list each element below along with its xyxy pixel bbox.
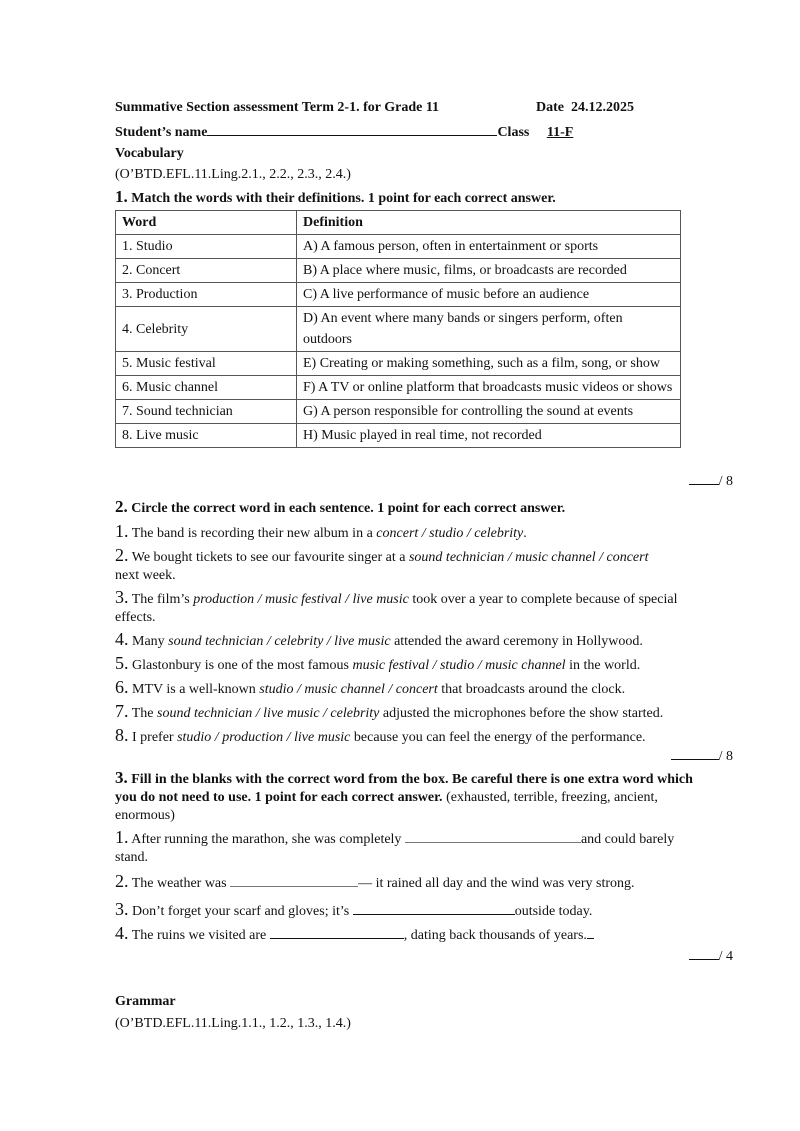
word-cell: 8. Live music <box>116 424 297 448</box>
sentence-number: 1. <box>115 827 129 847</box>
table-row <box>116 283 681 307</box>
sentence-number: 4. <box>115 923 129 943</box>
task3-instruction <box>115 769 715 825</box>
student-name-field[interactable] <box>207 121 497 136</box>
word-cell: 1. Studio <box>116 235 297 259</box>
task3-text-1: Fill in the blanks with the correct word from the box. Be careful there is one extra word which <box>131 772 693 787</box>
blank-field[interactable] <box>230 873 358 887</box>
task3-sentence-2 <box>115 872 715 893</box>
sentence-number: 2. <box>115 545 129 565</box>
task3-score-blank[interactable] <box>689 959 719 960</box>
sentence-text: in the world. <box>565 658 641 673</box>
sentence-text: outside today. <box>514 904 593 919</box>
word-cell: 4. Celebrity <box>116 307 297 352</box>
definition-cell: H) Music played in real time, not recorded <box>297 424 681 448</box>
task3-score-row <box>115 945 733 967</box>
word-options[interactable]: sound technician / celebrity / live music <box>168 634 391 649</box>
definition-cell: A) A famous person, often in entertainment or sports <box>297 235 681 259</box>
task1-score-row <box>115 448 733 490</box>
sentence-text: , dating back thousands of years. <box>403 928 587 943</box>
sentence-text: effects. <box>115 610 156 625</box>
definition-cell: G) A person responsible for controlling the sound at events <box>297 400 681 424</box>
sentence-text: The film’s <box>131 592 194 607</box>
word-cell: 5. Music festival <box>116 352 297 376</box>
task2-instruction <box>115 496 715 519</box>
col-word: Word <box>116 211 297 235</box>
task3-sentence-4 <box>115 924 715 945</box>
task3-sentence-3 <box>115 900 715 921</box>
task2-score-blank[interactable] <box>671 759 719 760</box>
task2-sentence-6 <box>115 678 715 699</box>
word-cell: 7. Sound technician <box>116 400 297 424</box>
word-options[interactable]: music festival / studio / music channel <box>352 658 566 673</box>
word-box-2: enormous) <box>115 808 175 823</box>
grammar-codes: (O’BTD.EFL.11.Ling.1.1., 1.2., 1.3., 1.4.) <box>115 1016 351 1031</box>
sentence-number: 8. <box>115 725 129 745</box>
sentence-text: next week. <box>115 568 176 583</box>
task2-score-text: / 8 <box>718 749 733 764</box>
student-name-label: Student’s name <box>115 125 208 140</box>
task3-score <box>689 949 733 965</box>
sentence-number: 3. <box>115 587 129 607</box>
table-row <box>116 376 681 400</box>
sentence-number: 7. <box>115 701 129 721</box>
task2-sentence-1 <box>115 522 715 543</box>
sentence-text: MTV is a well-known <box>132 682 260 697</box>
definition-cell: E) Creating or making something, such as a film, song, or show <box>297 352 681 376</box>
sentence-text: Glastonbury is one of the most famous <box>132 658 353 673</box>
vocabulary-codes: (O’BTD.EFL.11.Ling.2.1., 2.2., 2.3., 2.4.) <box>115 167 351 182</box>
task1-score-text: / 8 <box>718 474 733 489</box>
table-row <box>116 424 681 448</box>
sentence-text: After running the marathon, she was completely <box>131 832 405 847</box>
word-cell: 6. Music channel <box>116 376 297 400</box>
sentence-text: The <box>131 706 158 721</box>
sentence-text: We bought tickets to see our favourite singer at a <box>131 550 409 565</box>
date-value: 24.12.2025 <box>571 100 634 115</box>
student-line <box>115 121 715 143</box>
sentence-number: 1. <box>115 521 129 541</box>
word-options[interactable]: studio / production / live music <box>177 730 351 745</box>
sentence-text: The ruins we visited are <box>131 928 270 943</box>
blank-field[interactable] <box>270 925 404 939</box>
sentence-number: 5. <box>115 653 129 673</box>
task1-score-blank[interactable] <box>689 484 719 485</box>
sentence-text: that broadcasts around the clock. <box>437 682 626 697</box>
sentence-number: 4. <box>115 629 129 649</box>
word-options[interactable]: sound technician / music channel / concert <box>408 550 649 565</box>
trailing-blank <box>587 925 594 939</box>
worksheet <box>115 100 733 1034</box>
task1-text: Match the words with their definitions. 1 point for each correct answer. <box>131 191 556 206</box>
task2-sentence-8 <box>115 726 715 747</box>
table-header-row <box>116 211 681 235</box>
task3-number: 3. <box>115 768 128 787</box>
word-cell: 2. Concert <box>116 259 297 283</box>
class-label: Class <box>497 125 530 140</box>
task1-instruction <box>115 186 715 209</box>
header-line <box>115 100 715 121</box>
table-row <box>116 259 681 283</box>
table-row <box>116 400 681 424</box>
word-options[interactable]: concert / studio / celebrity <box>376 526 524 541</box>
definition-cell: B) A place where music, films, or broadcasts are recorded <box>297 259 681 283</box>
task2-score <box>671 749 733 765</box>
sentence-text: because you can feel the energy of the performance. <box>350 730 646 745</box>
definition-cell: D) An event where many bands or singers perform, often outdoors <box>297 307 681 352</box>
matching-table <box>115 210 681 448</box>
date-label: Date <box>536 100 564 115</box>
word-cell: 3. Production <box>116 283 297 307</box>
assessment-title: Summative Section assessment Term 2-1. for Grade 11 <box>115 100 440 115</box>
blank-field[interactable] <box>405 829 581 843</box>
task2-sentence-2 <box>115 546 715 585</box>
task2-score-row <box>115 747 733 767</box>
task2-text: Circle the correct word in each sentence. 1 point for each correct answer. <box>131 501 566 516</box>
vocabulary-heading: Vocabulary <box>115 146 184 161</box>
task1-number: 1. <box>115 187 128 206</box>
sentence-text: The band is recording their new album in a <box>131 526 377 541</box>
class-value: 11-F <box>546 125 574 140</box>
sentence-number: 6. <box>115 677 129 697</box>
task3-score-text: / 4 <box>718 949 733 964</box>
word-options[interactable]: studio / music channel / concert <box>259 682 438 697</box>
date <box>536 100 634 116</box>
task2-sentence-7 <box>115 702 715 723</box>
sentence-text: I prefer <box>132 730 178 745</box>
definition-cell: C) A live performance of music before an audience <box>297 283 681 307</box>
task2-sentence-4 <box>115 630 715 651</box>
blank-field[interactable] <box>353 901 515 915</box>
table-row <box>116 352 681 376</box>
table-row <box>116 235 681 259</box>
table-row <box>116 307 681 352</box>
word-box-1: (exhausted, terrible, freezing, ancient, <box>442 790 658 805</box>
sentence-text: — it rained all day and the wind was very strong. <box>358 876 635 891</box>
sentence-text: The weather was <box>131 876 231 891</box>
sentence-text: attended the award ceremony in Hollywood. <box>390 634 643 649</box>
sentence-text: took over a year to complete because of special <box>408 592 678 607</box>
sentence-number: 2. <box>115 871 129 891</box>
definition-cell: F) A TV or online platform that broadcasts music videos or shows <box>297 376 681 400</box>
task3-sentence-1 <box>115 828 715 867</box>
col-definition: Definition <box>297 211 681 235</box>
sentence-text: and could barely <box>580 832 675 847</box>
sentence-text: stand. <box>115 850 149 865</box>
sentence-text: . <box>523 526 527 541</box>
sentence-text: Don’t forget your scarf and gloves; it’s <box>132 904 353 919</box>
task1-score <box>689 474 733 490</box>
word-options[interactable]: sound technician / live music / celebrity <box>157 706 380 721</box>
sentence-number: 3. <box>115 899 129 919</box>
task2-sentence-3 <box>115 588 715 627</box>
word-options[interactable]: production / music festival / live music <box>193 592 409 607</box>
grammar-heading: Grammar <box>115 994 176 1009</box>
sentence-text: adjusted the microphones before the show started. <box>379 706 664 721</box>
task2-number: 2. <box>115 497 128 516</box>
sentence-text: Many <box>132 634 169 649</box>
task3-text-2: you do not need to use. 1 point for each correct answer. <box>115 790 443 805</box>
task2-sentence-5 <box>115 654 715 675</box>
